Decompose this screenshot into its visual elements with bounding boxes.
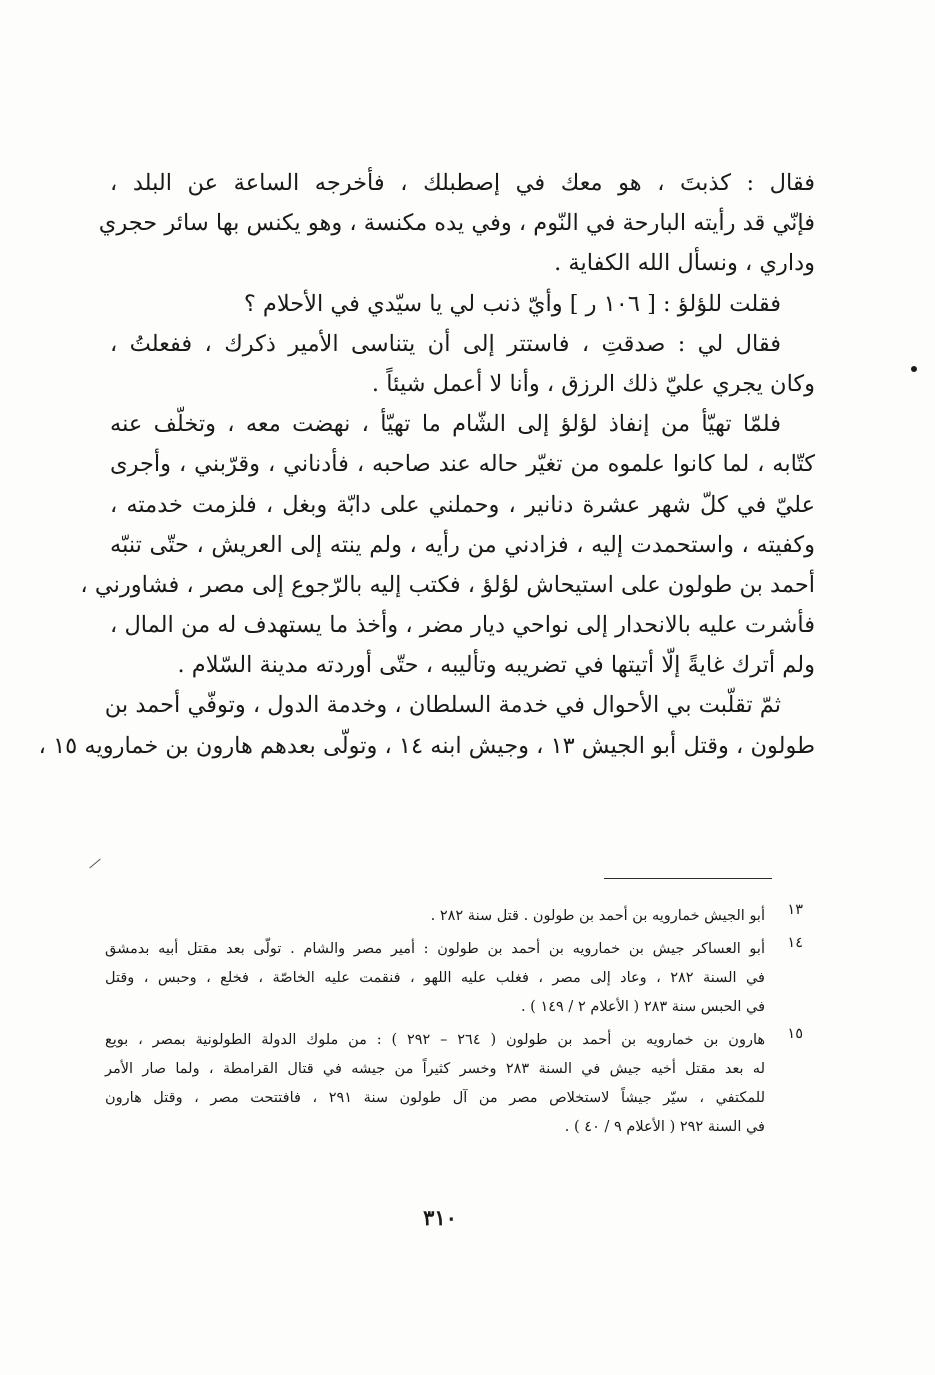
text-line: فقال لي : صدقتِ ، فاستتر إلى أن يتناسى الأمير ذكرك ، ففعلتُ ، [110,330,781,357]
text-line: فإنّي قد رأيته البارحة في النّوم ، وفي يده مكنسة ، وهو يكنس بها سائر حجري [98,210,815,237]
text-line: فقلت للؤلؤ : [ ١٠٦ ر ] وأيّ ذنب لي يا سيّدي في الأحلام ؟ [243,290,781,317]
text-line: فقال : كذبتَ ، هو معك في إصطبلك ، فأخرجه الساعة عن البلد ، [110,170,815,196]
footnotes [105,902,803,1142]
text-line: وداري ، ونسأل الله الكفاية . [554,250,815,277]
footnote-line: في السنة ٢٩٢ ( الأعلام ٩ / ٤٠ ) . [564,1119,765,1135]
text-line: ثمّ تقلّبت بي الأحوال في خدمة السلطان ، وخدمة الدول ، وتوفّي أحمد بن [104,692,781,719]
text-line: وكفيته ، واستحمدت إليه ، فزادني من رأيه ، ولم ينته إلى العريش ، حتّى تنبّه [110,531,815,558]
footnote-divider [604,878,772,879]
footnote-number: ١٤ [787,935,803,951]
page-number: ٣١٠ [423,1205,457,1230]
margin-dot [911,366,917,372]
text-line: كتّابه ، لما كانوا علموه من تغيّر حاله عند صاحبه ، فأدناني ، وقرّبني ، وأجرى [110,451,815,478]
footnote-line: له بعد مقتل أخيه جيش في السنة ٢٨٣ وخسر كثيراً من جيشه في قتال القرامطة ، ولما صار الأمر [105,1061,765,1077]
scan-mark [89,859,100,869]
footnote [105,935,803,1022]
footnote-line: هارون بن خمارويه بن أحمد بن طولون ( ٢٦٤ – ٢٩٢ ) : من ملوك الدولة الطولونية بمصر ، بويع [105,1032,766,1048]
text-line: عليّ في كلّ شهر عشرة دنانير ، وحملني على دابّة وبغل ، فلزمت خدمته ، [110,491,815,518]
footnote-line: للمكتفي ، سيّر جيشاً لاستخلاص مصر من آل طولون سنة ٢٩١ ، فافتتحت مصر ، وقتل هارون [105,1090,765,1106]
footnote-line: في السنة ٢٨٢ ، وعاد إلى مصر ، فغلب عليه اللهو ، فنقمت عليه الخاصّة ، فخلع ، وحبس ، وقتل [105,970,765,986]
footnote-line: في الحبس سنة ٢٨٣ ( الأعلام ٢ / ١٤٩ ) . [520,999,765,1015]
footnote [105,902,803,931]
text-line: أحمد بن طولون على استيحاش لؤلؤ ، فكتب إليه بالرّجوع إلى مصر ، فشاورني ، [80,571,815,598]
footnote-line: أبو الجيش خمارويه بن أحمد بن طولون . قتل سنة ٢٨٢ . [430,908,765,924]
text-line: وكان يجري عليّ ذلك الرزق ، وأنا لا أعمل شيئاً . [371,370,815,397]
footnote-number: ١٣ [787,902,803,918]
text-line: ولم أترك غايةً إلّا أتيتها في تضريبه وتأليبه ، حتّى أوردته مدينة السّلام . [177,652,815,679]
footnote-line: أبو العساكر جيش بن خمارويه بن أحمد بن طولون : أمير مصر والشام . تولّى بعد مقتل أبيه بدمشق [105,941,765,957]
footnote [105,1026,803,1142]
text-line: فأشرت عليه بالانحدار إلى نواحي ديار مضر ، وأخذ ما يستهدف له من المال ، [110,612,815,639]
footnote-number: ١٥ [787,1026,803,1042]
main-text [38,163,815,766]
text-line: فلمّا تهيّأ من إنفاذ لؤلؤ إلى الشّام ما تهيّأ ، نهضت معه ، وتخلّف عنه [110,411,781,438]
text-line: طولون ، وقتل أبو الجيش ١٣ ، وجيش ابنه ١٤ ، وتولّى بعدهم هارون بن خمارويه ١٥ ، [38,732,815,759]
